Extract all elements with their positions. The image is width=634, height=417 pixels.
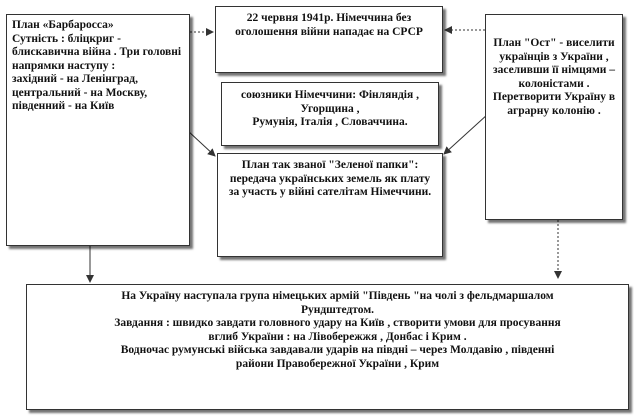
army-group-south-box <box>26 284 629 410</box>
army-group-south-text: На Україну наступала група німецьких армій "Південь "на чолі з фельдмаршалом Рундштедтом. Завдання : швидко завдати головного удару на Київ , створити умови для просування вглиб України : на Лівобережжя , Донбас і Крим . Водночас румунські війська завдавали ударів на півдні – через Молдавію , південні райони Правобережної України , Крим <box>114 290 561 370</box>
barbarossa-plan-text: План «Барбаросса» Сутність : бліцкриг - блискавична війна . Три головні напрямки наступу : західний - на Ленінград, центральний - на Москву, південний - на Київ <box>12 19 182 113</box>
ost-plan-text: План "Ост" - виселити українців з України , заселивши її німцями – колоністами . Перетворити Україну в аграрну колонію . <box>492 37 616 117</box>
june-22-invasion-text: 22 червня 1941р. Німеччина без оголошення війни нападає на СРСР <box>235 12 423 38</box>
germany-allies-box <box>221 82 439 146</box>
green-folder-plan-box <box>217 153 443 257</box>
ost-plan-box <box>485 14 623 220</box>
germany-allies-text: союзники Німеччини: Фінляндія , Угорщина , Румунія, Італія , Словаччина. <box>241 89 419 129</box>
green-folder-plan-text: План так званої "Зеленої папки": передача українських земель як плату за участь у війні сателітам Німеччини. <box>228 159 432 199</box>
barbarossa-plan-box <box>6 14 190 246</box>
june-22-invasion-box <box>215 6 443 73</box>
arrow-ost-to-green <box>444 114 488 154</box>
